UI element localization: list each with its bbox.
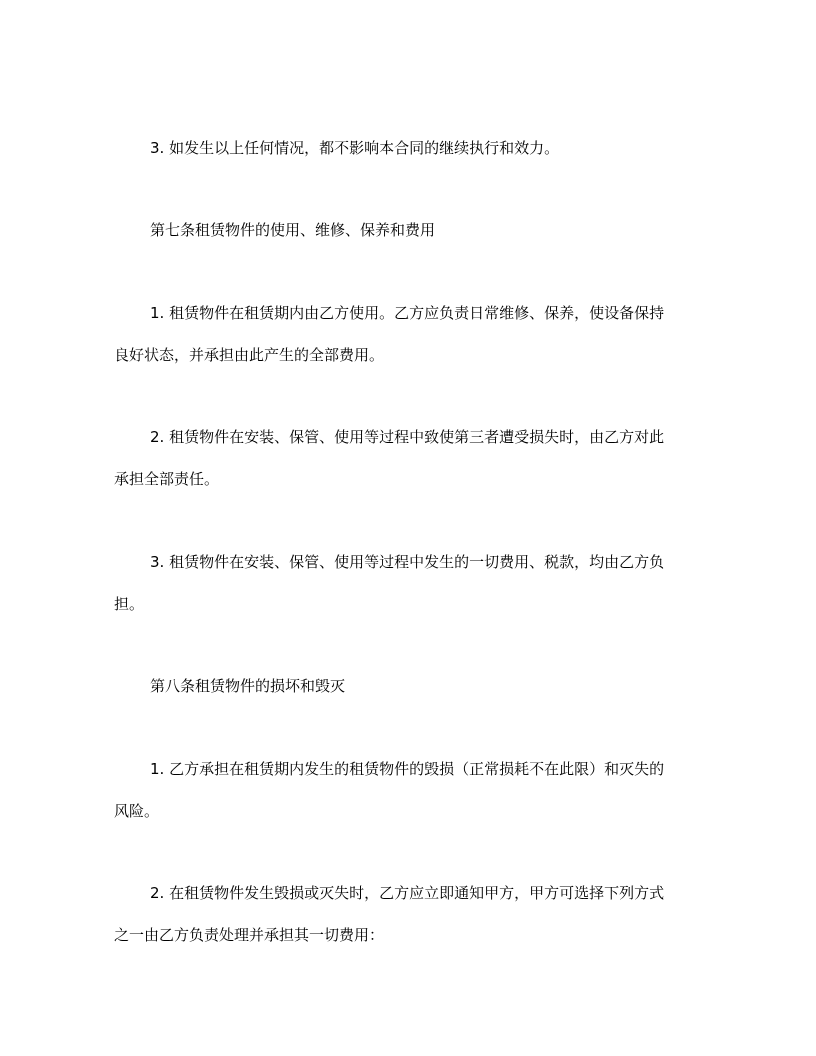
article-7-heading: 第七条租赁物件的使用、维修、保养和费用 — [150, 221, 436, 239]
article-8-item-1-line-2: 风险。 — [114, 802, 160, 820]
article-7-item-2-line-2: 承担全部责任。 — [114, 470, 220, 488]
article-8-heading: 第八条租赁物件的损坏和毁灭 — [150, 677, 346, 695]
article-7-item-3-line-1: 3. 租赁物件在安装、保管、使用等过程中发生的一切费用、税款，均由乙方负 — [150, 553, 665, 571]
article-8-item-2-line-2: 之一由乙方负责处理并承担其一切费用： — [114, 926, 385, 944]
article-7-item-3-line-2: 担。 — [114, 595, 145, 613]
clause-6-item-3: 3. 如发生以上任何情况，都不影响本合同的继续执行和效力。 — [150, 139, 560, 157]
article-8-item-2-line-1: 2. 在租赁物件发生毁损或灭失时，乙方应立即通知甲方，甲方可选择下列方式 — [150, 884, 665, 902]
article-7-item-2-line-1: 2. 租赁物件在安装、保管、使用等过程中致使第三者遭受损失时，由乙方对此 — [150, 428, 665, 446]
article-8-item-1-line-1: 1. 乙方承担在租赁期内发生的租赁物件的毁损（正常损耗不在此限）和灭失的 — [150, 760, 665, 778]
article-7-item-1-line-1: 1. 租赁物件在租赁期内由乙方使用。乙方应负责日常维修、保养，使设备保持 — [150, 304, 665, 322]
article-7-item-1-line-2: 良好状态，并承担由此产生的全部费用。 — [114, 346, 385, 364]
